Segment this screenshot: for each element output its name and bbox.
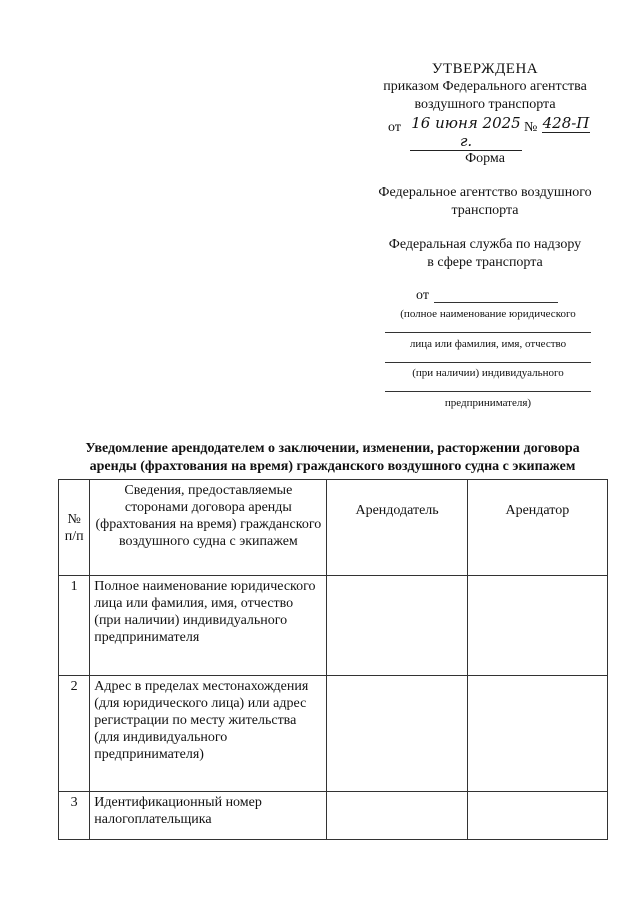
row-lessor-cell [327,792,467,840]
handwritten-number: 428-П [542,114,590,132]
row-lessee-cell [467,676,607,792]
row-num: 1 [59,576,90,676]
number-prefix: № [524,120,538,135]
title-line2: аренды (фрахтования на время) гражданского воздушного судна с экипажем [89,459,576,474]
row-num: 3 [59,792,90,840]
approval-line1: приказом Федерального агентства [383,79,587,94]
row-lessor-cell [327,576,467,676]
row-text: Идентификационный номер налогоплательщика [90,792,327,840]
from-prefix: от [416,288,429,303]
header-num: № п/п [59,480,90,576]
from-note-2: лица или фамилия, имя, отчество [409,338,567,350]
from-note-1: (полное наименование юридического [400,308,576,320]
service-line1: Федеральная служба по надзору [388,237,582,252]
date-prefix: от [388,120,401,135]
table-row [59,676,608,792]
title-line1: Уведомление арендодателем о заключении, изменении, расторжении договора [85,441,580,456]
from-line [368,288,598,306]
approval-title: УТВЕРЖДЕНА [431,61,539,77]
header-lessor: Арендодатель [327,480,467,576]
notification-table [58,479,608,840]
from-blank-line [434,302,558,303]
handwritten-date: 16 июня 2025 г. [411,114,521,150]
agency-line2: транспорта [451,203,519,218]
row-text: Полное наименование юридического лица или фамилия, имя, отчество (при наличии) индивидуального предпринимателя [90,576,327,676]
recipient-service [360,236,610,272]
table-row [59,576,608,676]
blank-line-4 [385,391,591,392]
order-line [360,114,610,150]
recipient-agency [360,184,610,220]
row-lessee-cell [467,576,607,676]
row-num: 2 [59,676,90,792]
blank-line-2 [385,332,591,333]
approval-block [360,60,610,150]
header-info: Сведения, предоставляемые сторонами договора аренды (фрахтования на время) гражданского воздушного судна с экипажем [90,480,327,576]
header-lessee: Арендатор [467,480,607,576]
row-lessor-cell [327,676,467,792]
row-lessee-cell [467,792,607,840]
service-line2: в сфере транспорта [427,255,543,270]
form-label: Форма [465,151,505,166]
table-header-row [59,480,608,576]
row-text: Адрес в пределах местонахождения (для юридического лица) или адрес регистрации по месту жительства (для индивидуального предпринимателя) [90,676,327,792]
table-row [59,792,608,840]
agency-line1: Федеральное агентство воздушного [378,185,592,200]
approval-line2: воздушного транспорта [414,97,556,112]
from-note-4: предпринимателя) [444,397,532,409]
document-title [60,440,605,476]
blank-line-3 [385,362,591,363]
from-note-3: (при наличии) индивидуального [412,367,564,379]
